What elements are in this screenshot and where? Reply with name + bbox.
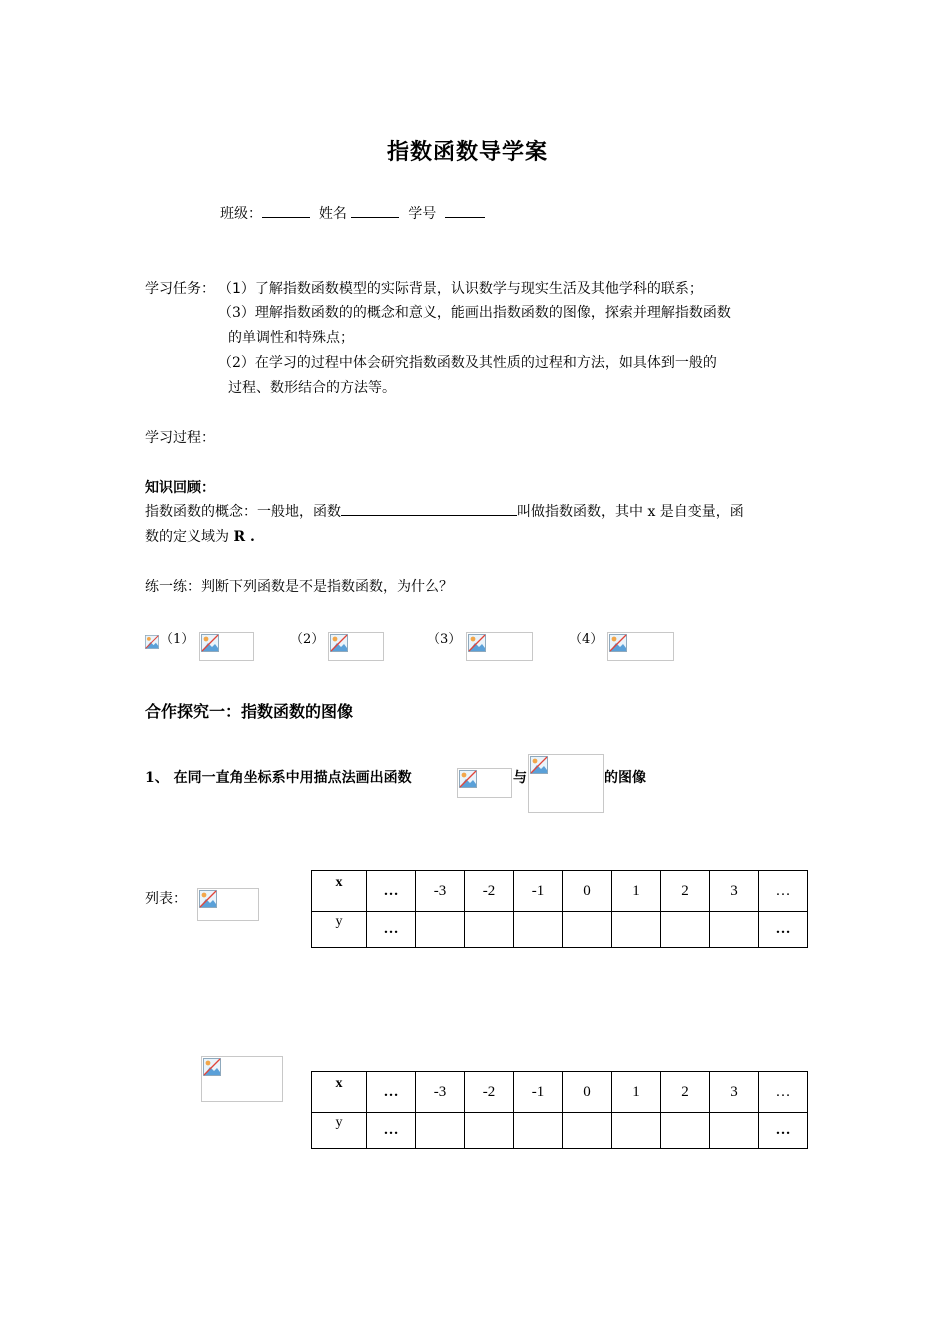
formula-image-2 <box>328 632 384 661</box>
list-function-image-2 <box>201 1056 283 1102</box>
table-cell: -3 <box>416 1072 465 1113</box>
value-table-2 <box>311 1071 808 1149</box>
review-line-2 <box>145 526 255 546</box>
table-cell <box>416 912 465 948</box>
page-title: 指数函数导学案 <box>387 139 549 165</box>
practice-label-3: （3） <box>427 632 462 647</box>
class-blank <box>262 203 310 218</box>
id-label: 学号 <box>408 206 437 222</box>
question-1-end: 的图像 <box>604 770 646 786</box>
table-cell: … <box>367 912 416 948</box>
table-cell: … <box>367 1113 416 1149</box>
table-cell: 3 <box>710 1072 759 1113</box>
formula-image-3 <box>466 632 533 661</box>
student-info <box>220 203 485 223</box>
question-1-start: 1、 在同一直角坐标系中用描点法画出函数 <box>145 770 412 786</box>
review-line-1-start: 指数函数的概念：一般地，函数 <box>145 504 341 520</box>
table-cell <box>465 1113 514 1149</box>
table-cell <box>563 1113 612 1149</box>
task-item-2-line1: （2）在学习的过程中体会研究指数函数及其性质的过程和方法，如具体到一般的 <box>218 355 717 371</box>
list-label: 列表： <box>145 891 187 907</box>
table-cell <box>661 912 710 948</box>
table-cell <box>710 912 759 948</box>
process-label: 学习过程： <box>145 430 215 446</box>
x-header: x <box>312 1072 367 1113</box>
x-header: x <box>312 871 367 912</box>
y-header: y <box>312 912 367 948</box>
formula-image-1 <box>199 632 254 661</box>
table-cell: … <box>367 1072 416 1113</box>
table-cell <box>416 1113 465 1149</box>
table-cell: -3 <box>416 871 465 912</box>
table-cell: -2 <box>465 871 514 912</box>
table-cell: … <box>759 1113 808 1149</box>
table-cell: -1 <box>514 1072 563 1113</box>
table-cell <box>661 1113 710 1149</box>
practice-label-1: （1） <box>160 632 195 647</box>
value-table-1 <box>311 870 808 948</box>
table-cell: … <box>759 912 808 948</box>
table-cell: 0 <box>563 1072 612 1113</box>
function-blank <box>341 501 517 516</box>
review-line-2-start: 数的定义域为 <box>145 529 234 545</box>
table-cell <box>710 1113 759 1149</box>
table-cell: 3 <box>710 871 759 912</box>
table-cell <box>514 912 563 948</box>
practice-label-4: （4） <box>569 632 604 647</box>
function-image-2 <box>528 754 604 813</box>
table-cell: -2 <box>465 1072 514 1113</box>
table-cell: … <box>367 871 416 912</box>
table-cell: 1 <box>612 871 661 912</box>
id-blank <box>445 203 485 218</box>
table-cell: -1 <box>514 871 563 912</box>
table-cell: 2 <box>661 871 710 912</box>
section-heading: 合作探究一：指数函数的图像 <box>145 702 354 721</box>
review-heading: 知识回顾： <box>145 480 215 496</box>
table-row-x <box>312 1072 808 1113</box>
domain-r: R <box>233 529 246 545</box>
table-row-x <box>312 871 808 912</box>
review-line-1 <box>145 501 744 521</box>
task-label: 学习任务： <box>145 281 215 297</box>
table-cell <box>563 912 612 948</box>
table-cell: … <box>759 1072 808 1113</box>
y-header: y <box>312 1113 367 1149</box>
class-label: 班级： <box>220 206 262 222</box>
formula-image-4 <box>607 632 674 661</box>
table-cell <box>465 912 514 948</box>
review-line-2-end: . <box>245 529 255 545</box>
question-1-and: 与 <box>513 770 527 786</box>
task-item-2-line2: 过程、数形结合的方法等。 <box>228 380 396 396</box>
table-cell: 0 <box>563 871 612 912</box>
table-cell: 2 <box>661 1072 710 1113</box>
list-function-image-1 <box>197 888 259 921</box>
table-cell <box>612 1113 661 1149</box>
practice-label-2: （2） <box>290 632 325 647</box>
table-row-y <box>312 1113 808 1149</box>
practice-prompt: 练一练：判断下列函数是不是指数函数，为什么？ <box>145 579 453 595</box>
table-cell <box>514 1113 563 1149</box>
table-row-y <box>312 912 808 948</box>
review-line-1-end: 叫做指数函数，其中 x 是自变量，函 <box>517 504 744 520</box>
image-placeholder-icon <box>145 633 159 661</box>
name-blank <box>351 203 399 218</box>
function-image-1 <box>457 768 512 798</box>
task-item-3-line2: 的单调性和特殊点； <box>228 330 354 346</box>
task-item-3-line1: （3）理解指数函数的的概念和意义，能画出指数函数的图像，探索并理解指数函数 <box>218 305 731 321</box>
table-cell: 1 <box>612 1072 661 1113</box>
table-cell: … <box>759 871 808 912</box>
task-item-1: （1）了解指数函数模型的实际背景，认识数学与现实生活及其他学科的联系； <box>218 281 703 297</box>
name-label: 姓名 <box>318 206 347 222</box>
table-cell <box>612 912 661 948</box>
